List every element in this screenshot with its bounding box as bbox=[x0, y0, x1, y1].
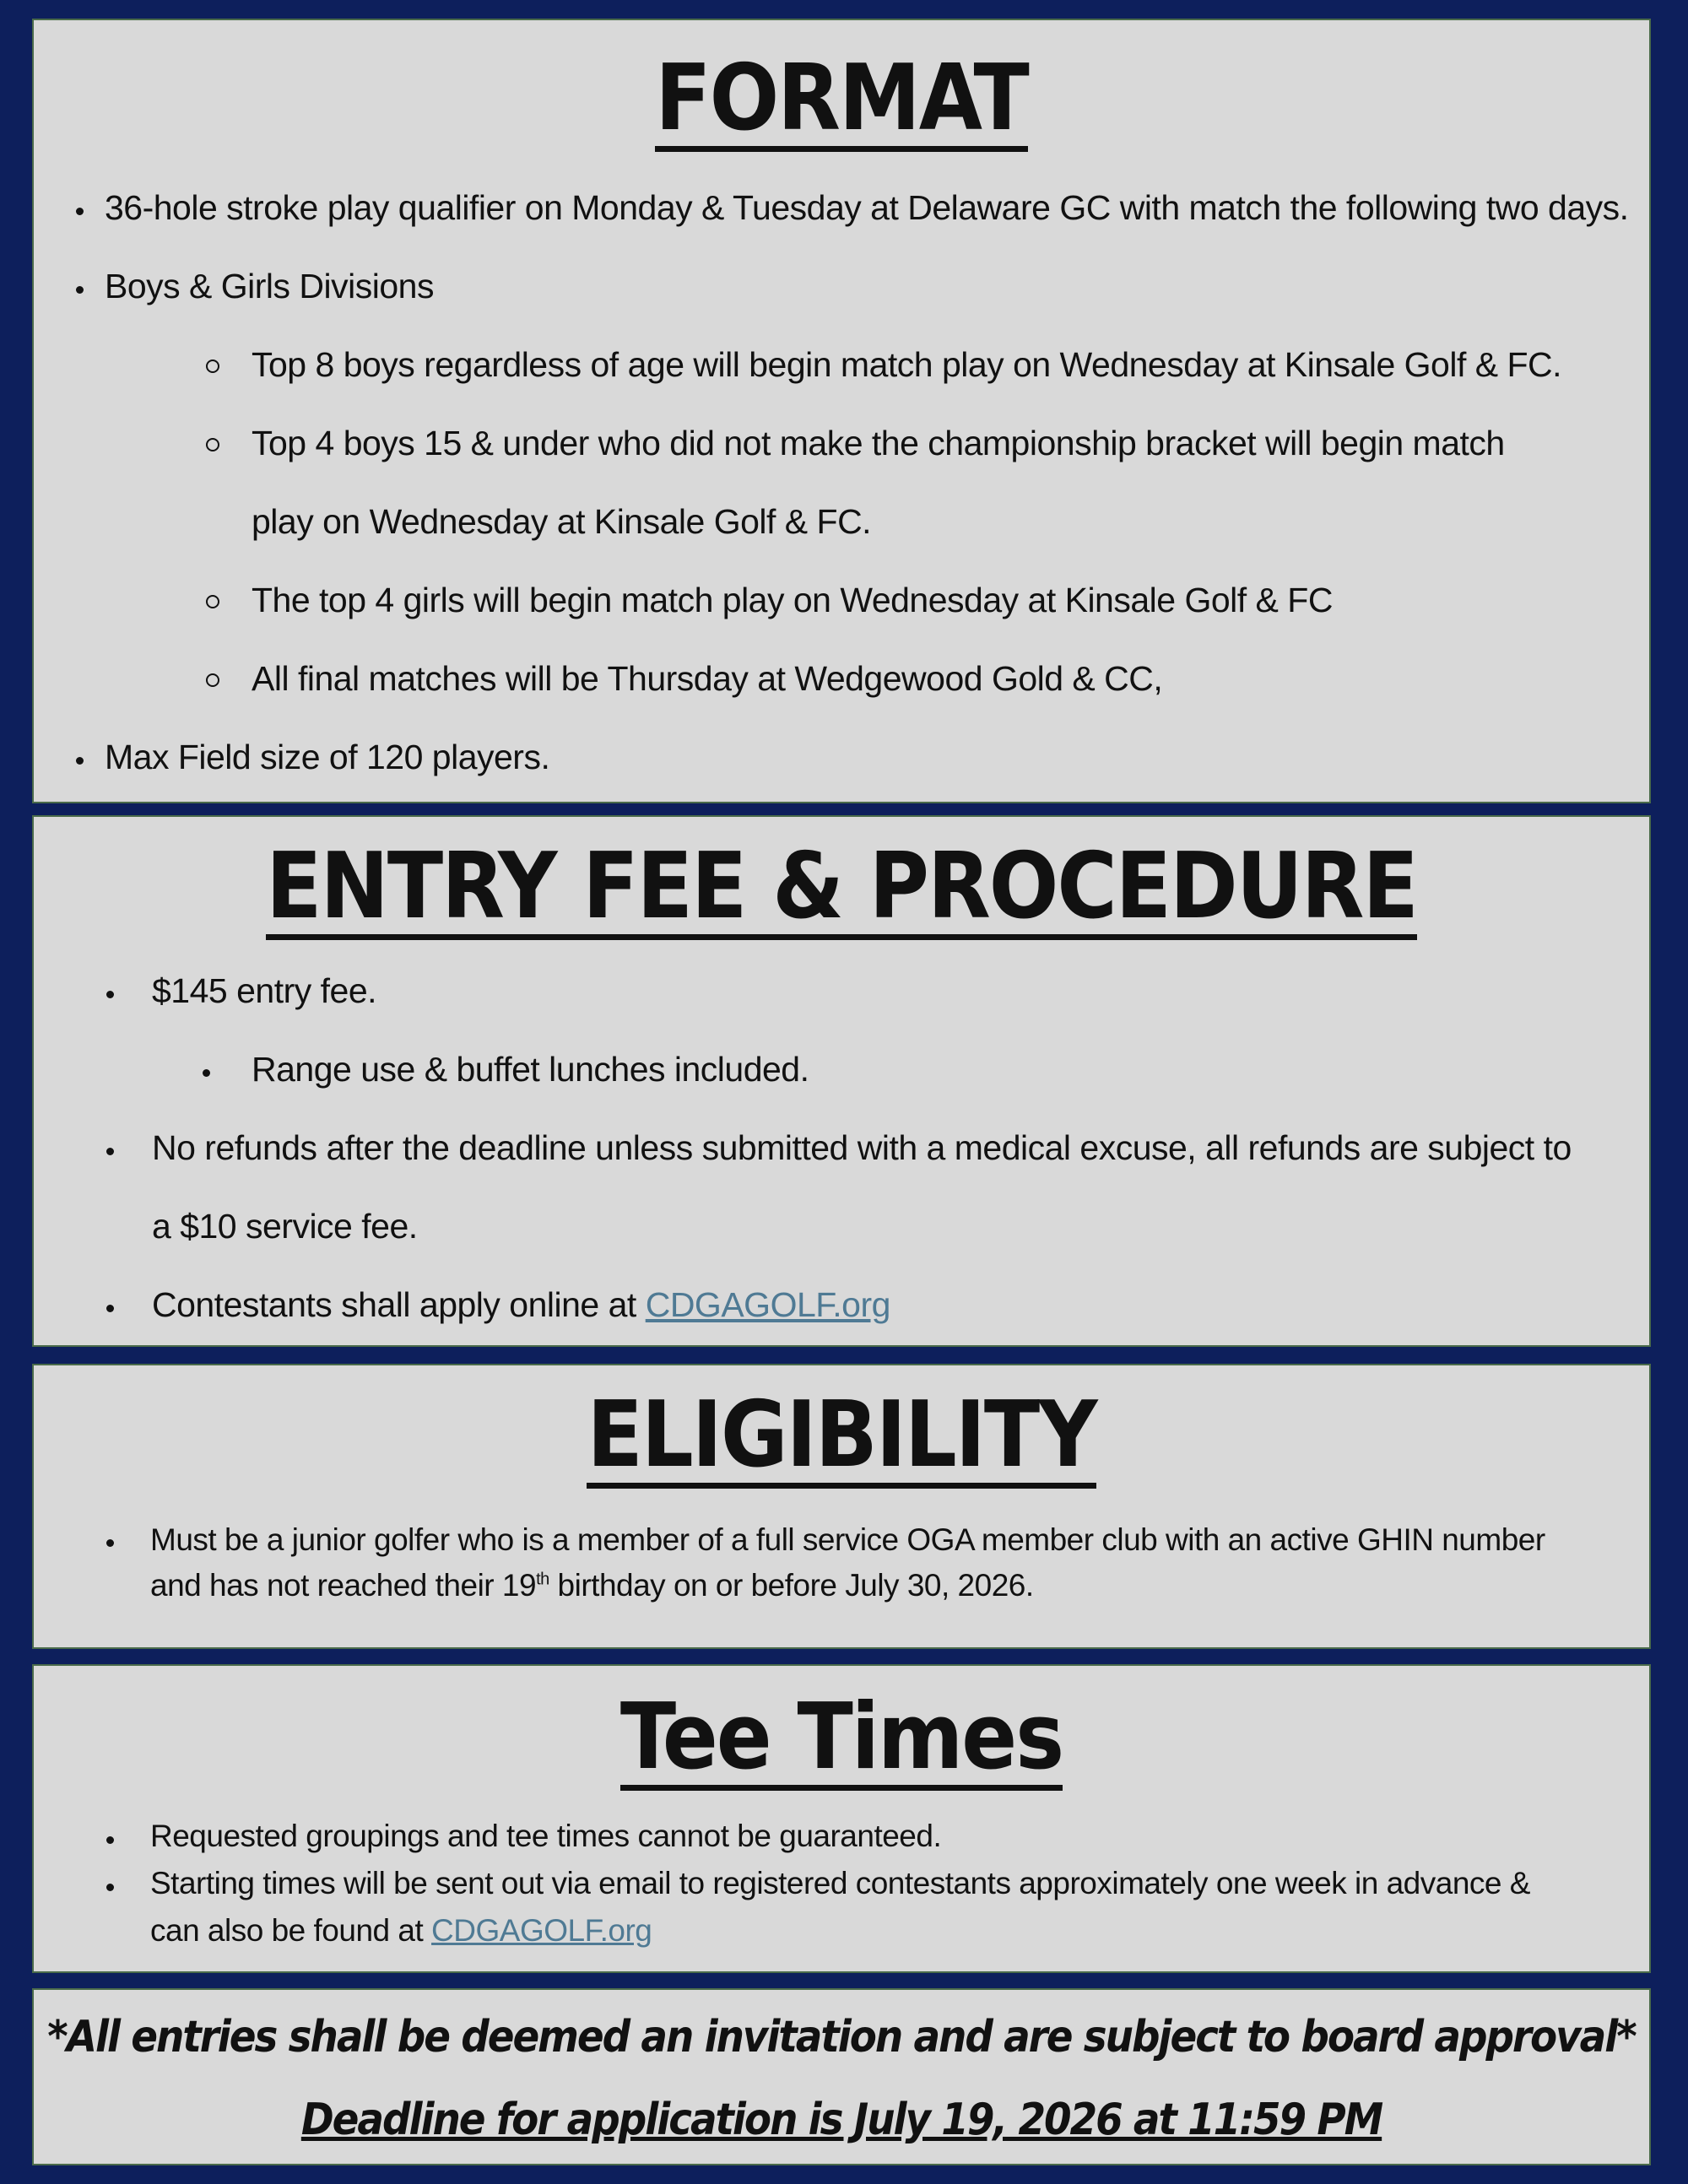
eligibility-text: Must be a junior golfer who is a member of a full service OGA member club with an active GHIN number and has not reached their 19 bbox=[150, 1522, 1545, 1603]
cdgagolf-link[interactable]: CDGAGOLF.org bbox=[431, 1913, 652, 1949]
list-item: Requested groupings and tee times cannot be guaranteed. bbox=[34, 1813, 1649, 1860]
tee-times-list bbox=[34, 1813, 1649, 1954]
eligibility-title: ELIGIBILITY bbox=[587, 1382, 1096, 1488]
eligibility-list bbox=[34, 1517, 1649, 1608]
list-item bbox=[34, 1517, 1649, 1608]
sub-list-item: Top 4 boys 15 & under who did not make the championship bracket will begin match play on Wednesday at Kinsale Golf & FC. bbox=[34, 404, 1649, 561]
sub-list-item: All final matches will be Thursday at Wedgewood Gold & CC, bbox=[34, 640, 1649, 718]
eligibility-text-end: birthday on or before July 30, 2026. bbox=[549, 1568, 1034, 1603]
apply-text: Contestants shall apply online at bbox=[152, 1285, 646, 1325]
superscript: th bbox=[536, 1570, 549, 1590]
list-item: Boys & Girls Divisions bbox=[34, 247, 1649, 326]
sub-list-item: Top 8 boys regardless of age will begin match play on Wednesday at Kinsale Golf & FC. bbox=[34, 326, 1649, 404]
entry-fee-panel bbox=[32, 815, 1651, 1347]
format-panel bbox=[32, 19, 1651, 803]
format-title: FORMAT bbox=[655, 46, 1028, 151]
list-item: $145 entry fee. bbox=[34, 952, 1649, 1030]
list-item bbox=[34, 1266, 1649, 1344]
eligibility-panel bbox=[32, 1364, 1651, 1649]
entry-fee-list bbox=[34, 952, 1649, 1344]
list-item: Max Field size of 120 players. bbox=[34, 718, 1649, 797]
tee-times-panel bbox=[32, 1664, 1651, 1973]
list-item: No refunds after the deadline unless submitted with a medical excuse, all refunds are subject to a $10 service fee. bbox=[34, 1109, 1649, 1266]
sub-list-item: Range use & buffet lunches included. bbox=[34, 1030, 1649, 1109]
deadline-notice: Deadline for application is July 19, 2026 at 11:59 PM bbox=[300, 2095, 1382, 2145]
entry-fee-title: ENTRY FEE & PROCEDURE bbox=[266, 834, 1417, 939]
tee-times-text: Starting times will be sent out via email to registered contestants approximately one week in advance & can also be found at bbox=[150, 1866, 1530, 1949]
invitation-notice: *All entries shall be deemed an invitation and are subject to board approval* bbox=[47, 2012, 1636, 2062]
sub-list-item: The top 4 girls will begin match play on Wednesday at Kinsale Golf & FC bbox=[34, 561, 1649, 640]
tee-times-title: Tee Times bbox=[619, 1684, 1063, 1790]
cdgagolf-link[interactable]: CDGAGOLF.org bbox=[645, 1285, 890, 1325]
notice-panel bbox=[32, 1988, 1651, 2165]
list-item bbox=[34, 1860, 1649, 1954]
list-item: 36-hole stroke play qualifier on Monday & Tuesday at Delaware GC with match the following two days. bbox=[34, 169, 1649, 247]
format-list bbox=[34, 169, 1649, 797]
